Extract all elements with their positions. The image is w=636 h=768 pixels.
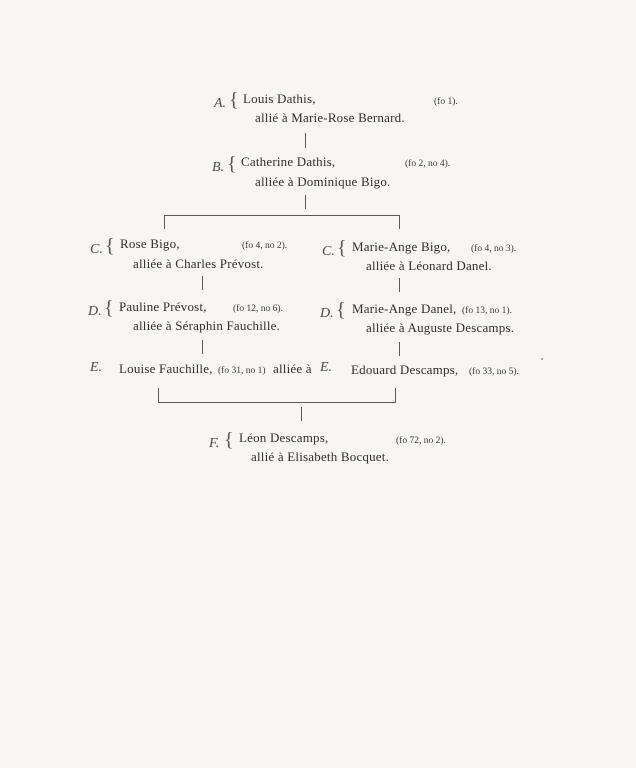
line-d-e-right xyxy=(399,342,400,356)
brace-c-right: { xyxy=(337,237,347,259)
person-b-spouse: alliée à Dominique Bigo. xyxy=(255,174,391,189)
person-c-right-ref: (fo 4, no 3). xyxy=(471,244,517,254)
line-d-e-left xyxy=(202,340,203,354)
brace-b: { xyxy=(227,153,237,175)
bracket-e-bottom xyxy=(158,402,396,403)
generation-label-e-right: E. xyxy=(320,360,333,375)
bracket-c-top xyxy=(164,215,400,216)
person-e-right-ref: (fo 33, no 5). xyxy=(469,367,519,377)
generation-label-c-right: C. xyxy=(322,244,335,259)
person-c-right-spouse: alliée à Léonard Danel. xyxy=(366,258,492,273)
person-c-left-spouse: alliée à Charles Prévost. xyxy=(133,256,264,271)
brace-c-left: { xyxy=(105,235,115,257)
person-a-ref: (fo 1). xyxy=(434,97,458,107)
bracket-e-right xyxy=(395,388,396,402)
generation-label-b: B. xyxy=(212,160,225,175)
person-d-left-spouse: alliée à Séraphin Fauchille. xyxy=(133,318,281,333)
bracket-e-left xyxy=(158,388,159,402)
brace-a: { xyxy=(229,89,239,111)
person-d-right-ref: (fo 13, no 1). xyxy=(462,306,512,316)
person-d-left-ref: (fo 12, no 6). xyxy=(233,304,283,314)
person-c-left-name: Rose Bigo, xyxy=(120,236,180,251)
bracket-c-right xyxy=(399,215,400,229)
generation-label-e-left: E. xyxy=(90,360,103,375)
person-e-left-ref: (fo 31, no 1) xyxy=(218,366,266,376)
paper-speck xyxy=(541,358,543,360)
person-d-right-spouse: alliée à Auguste Descamps. xyxy=(366,320,515,335)
line-b-bracket xyxy=(305,195,306,209)
bracket-c-left xyxy=(164,215,165,229)
line-e-f xyxy=(301,407,302,421)
person-a-spouse: allié à Marie-Rose Bernard. xyxy=(255,110,405,125)
person-e-left-suffix: alliée à xyxy=(273,361,312,376)
person-b-name: Catherine Dathis, xyxy=(241,154,336,169)
person-d-left-name: Pauline Prévost, xyxy=(119,299,207,314)
brace-f: { xyxy=(224,429,234,451)
person-a-name: Louis Dathis, xyxy=(243,91,316,106)
generation-label-d-right: D. xyxy=(320,306,334,321)
person-e-left-name: Louise Fauchille, xyxy=(119,361,213,376)
person-e-right-name: Edouard Descamps, xyxy=(351,362,459,377)
person-c-left-ref: (fo 4, no 2). xyxy=(242,241,288,251)
generation-label-f: F. xyxy=(209,436,220,451)
brace-d-right: { xyxy=(336,299,346,321)
line-c-d-right xyxy=(399,278,400,292)
generation-label-c-left: C. xyxy=(90,242,103,257)
line-a-b xyxy=(305,133,306,148)
brace-d-left: { xyxy=(104,297,114,319)
person-f-spouse: allié à Elisabeth Bocquet. xyxy=(251,449,390,464)
generation-label-a: A. xyxy=(214,96,227,111)
person-f-ref: (fo 72, no 2). xyxy=(396,436,446,446)
person-d-right-name: Marie-Ange Danel, xyxy=(352,301,457,316)
line-c-d-left xyxy=(202,276,203,290)
person-b-ref: (fo 2, no 4). xyxy=(405,159,451,169)
person-c-right-name: Marie-Ange Bigo, xyxy=(352,239,451,254)
generation-label-d-left: D. xyxy=(88,304,102,319)
person-f-name: Léon Descamps, xyxy=(239,430,329,445)
